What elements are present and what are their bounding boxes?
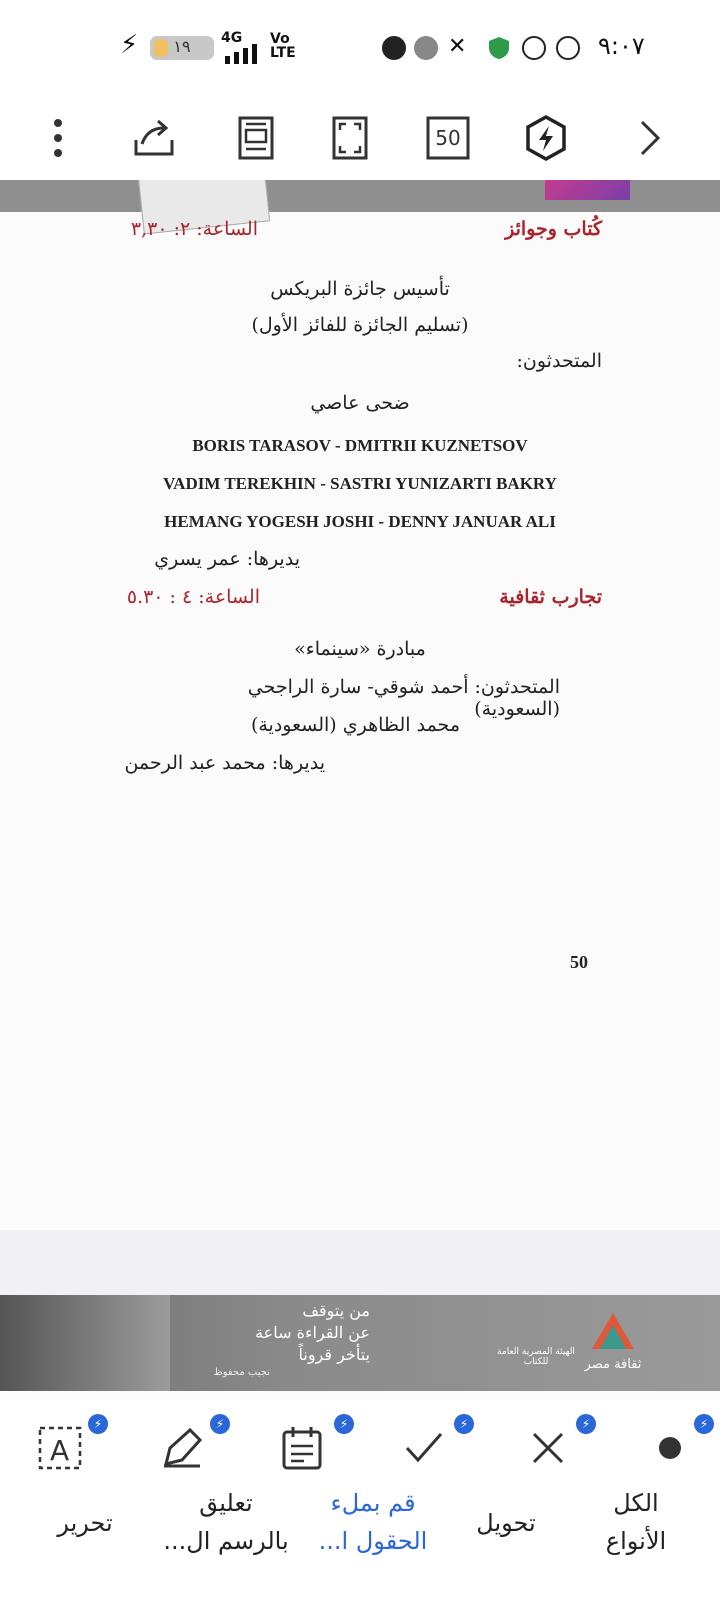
draw-button[interactable] [152,1420,212,1476]
fill-fields-label[interactable]: قم بملء الحقول ا... [318,1489,428,1555]
close-icon [530,1430,566,1466]
convert-button[interactable] [518,1420,578,1476]
premium-badge-icon: ⚡ [210,1414,230,1434]
banner-slogan: عن القراءة ساعة [255,1323,370,1342]
premium-badge-icon: ⚡ [88,1414,108,1434]
annotate-button[interactable] [272,1420,332,1476]
speakers-line: HEMANG YOGESH JOSHI - DENNY JANUAR ALI [164,512,556,531]
capcut-icon: ✕ [448,34,467,59]
premium-badge-icon: ⚡ [576,1414,596,1434]
share-icon[interactable] [130,114,178,162]
speakers-line: VADIM TEREKHIN - SASTRI YUNIZARTI BAKRY [163,474,557,493]
page-banner [0,1295,720,1391]
charging-icon: ⚡ [120,30,139,60]
page-number: 50 [570,952,588,972]
moderator: يديرها: عمر يسري [154,548,300,570]
shield-icon [488,36,510,60]
page-number-button[interactable] [424,114,472,162]
speakers-line: محمد الظاهري (السعودية) [250,714,460,736]
pdf-page [0,1295,720,1400]
pen-icon [160,1426,204,1470]
speakers-line: المتحدثون: أحمد شوقي- سارة الراجحي (السعودية) [247,676,560,720]
convert-label[interactable]: تحويل [476,1509,536,1537]
pdf-page [0,180,720,1230]
banner-slogan: من يتوقف [302,1301,370,1320]
premium-icon[interactable] [522,114,570,162]
edit-label[interactable]: تحرير [57,1509,113,1537]
reading-mode-icon[interactable] [232,114,280,162]
event-title: مبادرة «سينماء» [294,638,426,660]
check-icon [404,1430,444,1466]
battery-indicator [150,36,214,60]
logo-icon [590,1311,636,1351]
whatsapp-icon [522,36,546,60]
logo-image [545,180,630,200]
form-icon [282,1426,322,1470]
network-type: 4G [221,30,243,46]
all-types-label[interactable]: الكل الأنواع [605,1489,667,1555]
fullscreen-icon[interactable] [326,114,374,162]
banner-slogan: يتأخر قروناً [298,1345,370,1364]
svg-text:A: A [50,1434,70,1467]
premium-badge-icon: ⚡ [454,1414,474,1434]
section-time: الساعة: ٤ : ٥.٣٠ [126,586,260,608]
edit-text-button[interactable] [30,1420,90,1476]
annotate-label[interactable]: تعليق بالرسم ال... [163,1489,289,1555]
bottom-action-bar [0,1400,720,1600]
page-number-label: 50 [435,126,461,150]
toolbar [0,96,720,180]
section-time: الساعة: ٢: ٣,٣٠ [130,218,258,240]
dot-icon [658,1436,682,1460]
chevron-right-icon[interactable] [626,114,674,162]
premium-badge-icon: ⚡ [334,1414,354,1434]
whatsapp-icon [556,36,580,60]
org-logo: ثقافة مصر [584,1357,642,1372]
portrait-image [0,1295,170,1391]
premium-badge-icon: ⚡ [694,1414,714,1434]
fill-fields-button[interactable] [394,1420,454,1476]
all-types-button[interactable] [640,1420,700,1476]
battery-level: ١٩ [173,37,191,56]
section-title: تجارب ثقافية [499,586,602,608]
clock: ٩:٠٧ [598,32,645,60]
section-title: كُتاب وجوائز [505,218,602,240]
status-bar [0,0,720,96]
text-box-icon [38,1426,82,1470]
banner-author: نجيب محفوظ [213,1367,270,1378]
volte-icon: Vo LTE [270,31,296,61]
moderator: يديرها: محمد عبد الرحمن [124,752,325,774]
signal-icon [225,44,259,64]
document-viewer[interactable] [0,180,720,1400]
speakers-line: BORIS TARASOV - DMITRII KUZNETSOV [192,436,528,455]
speakers-label: المتحدثون: [516,350,602,372]
speaker-name: ضحى عاصي [310,392,410,414]
org-logo: الهيئة المصرية العامة للكتاب [497,1347,575,1367]
event-subtitle: (تسليم الجائزة للفائز الأول) [251,314,469,336]
app-icon [414,36,438,60]
event-title: تأسيس جائزة البريكس [270,278,450,300]
more-options-icon[interactable] [34,114,82,162]
app-icon [382,36,406,60]
